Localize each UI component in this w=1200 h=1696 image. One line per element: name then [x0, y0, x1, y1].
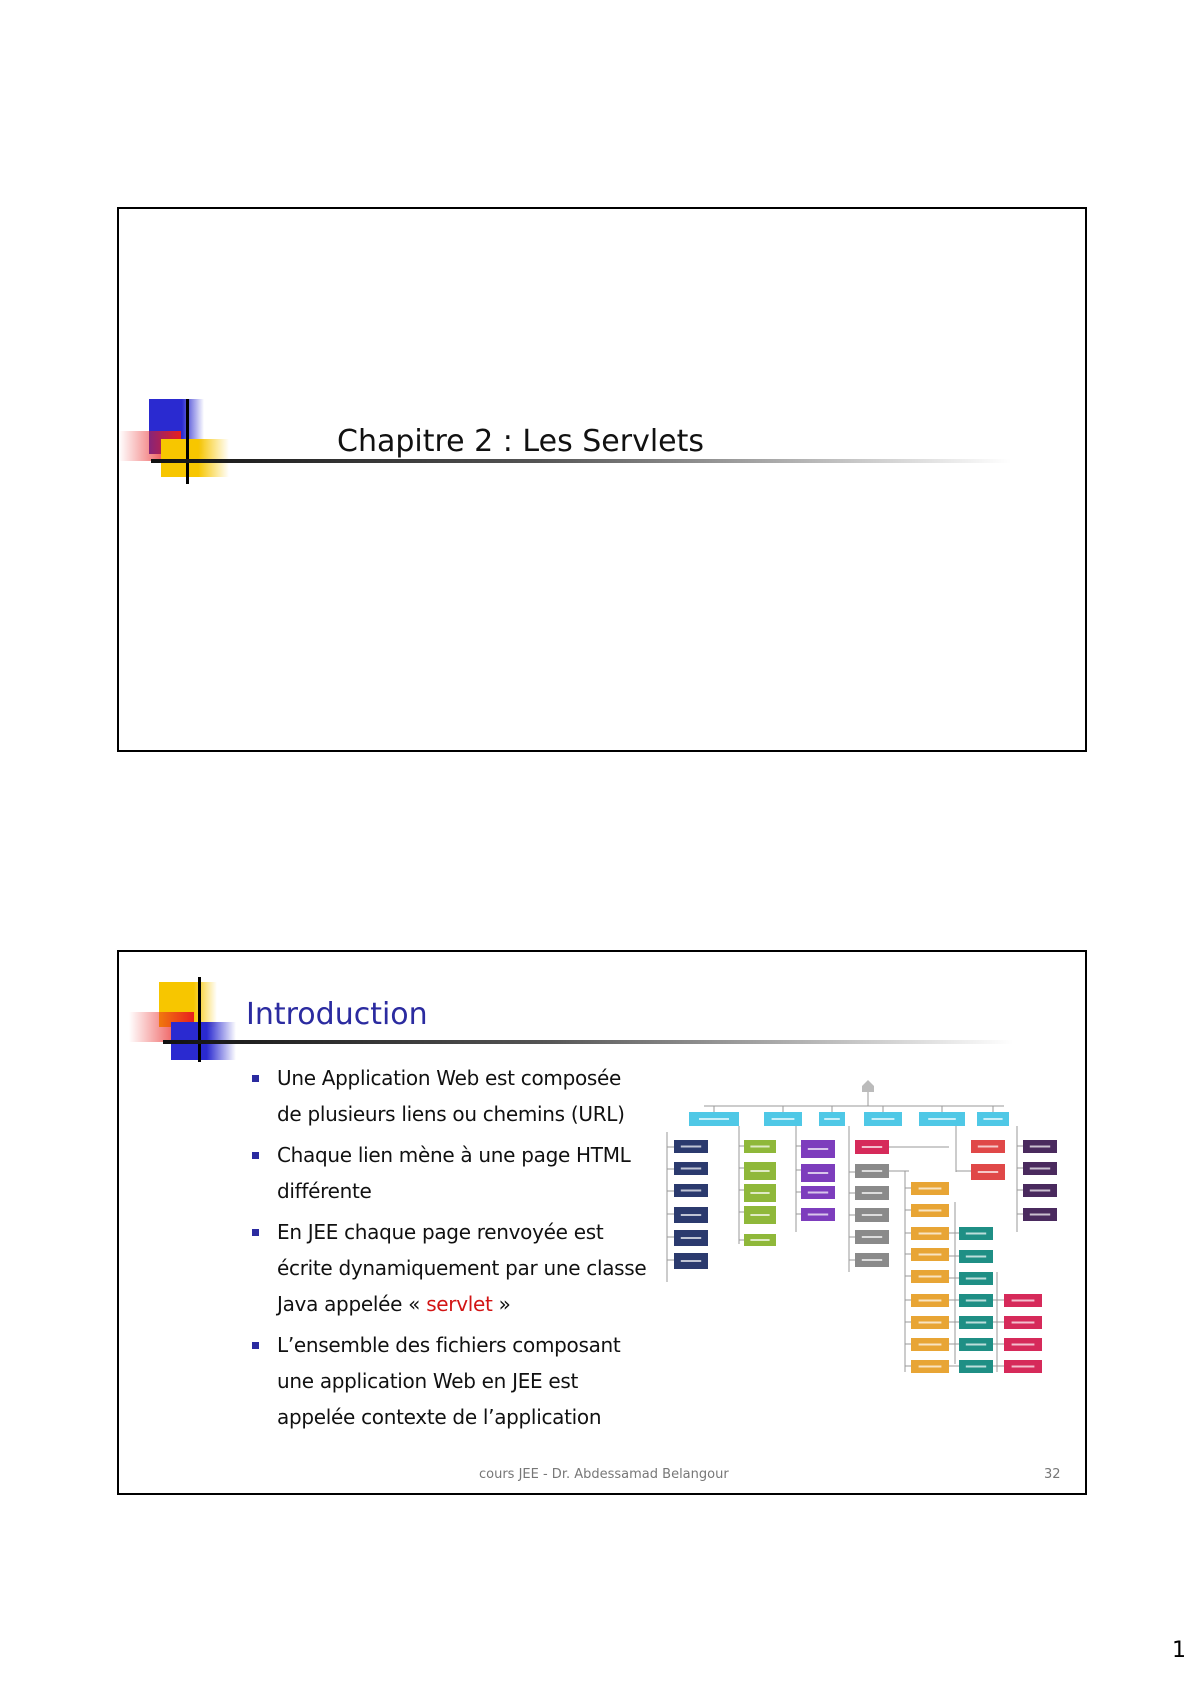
sitemap-node-text-mark [1012, 1344, 1035, 1346]
sitemap-node-text-mark [862, 1192, 882, 1194]
sitemap-node-text-mark [919, 1300, 942, 1302]
page-number: 1 [1172, 1638, 1186, 1663]
bullet-square-icon [252, 1075, 259, 1082]
sitemap-node-text-mark [919, 1344, 942, 1346]
sitemap-node-text-mark [978, 1146, 998, 1148]
bullet-item: Chaque lien mène à une page HTML différente [249, 1137, 649, 1209]
slide-footer: cours JEE - Dr. Abdessamad Belangour [479, 1467, 729, 1482]
sitemap-node-text-mark [966, 1278, 986, 1280]
sitemap-node-text-mark [928, 1118, 956, 1120]
slide-title: Introduction [246, 997, 428, 1032]
sitemap-node-text-mark [1030, 1168, 1050, 1170]
sitemap-node-text-mark [808, 1172, 828, 1174]
sitemap-node-text-mark [750, 1170, 769, 1172]
sitemap-node-text-mark [966, 1322, 986, 1324]
sitemap-node-text-mark [750, 1146, 769, 1148]
sitemap-node-text-mark [681, 1237, 701, 1239]
sitemap-node-text-mark [1030, 1214, 1050, 1216]
bullet-square-icon [252, 1152, 259, 1159]
sitemap-node-text-mark [966, 1344, 986, 1346]
sitemap-node-text-mark [919, 1322, 942, 1324]
sitemap-node-text-mark [772, 1118, 795, 1120]
sitemap-node-text-mark [919, 1366, 942, 1368]
sitemap-node-text-mark [966, 1300, 986, 1302]
sitemap-node-text-mark [862, 1259, 882, 1261]
sitemap-node-text-mark [808, 1192, 828, 1194]
sitemap-node-text-mark [919, 1254, 942, 1256]
slide-title: Chapitre 2 : Les Servlets [337, 424, 705, 459]
sitemap-node-text-mark [681, 1190, 701, 1192]
sitemap-node-text-mark [872, 1118, 895, 1120]
sitemap-node-text-mark [750, 1192, 769, 1194]
sitemap-node-text-mark [978, 1171, 998, 1173]
sitemap-node-text-mark [919, 1276, 942, 1278]
sitemap-node-text-mark [808, 1214, 828, 1216]
deco-yellow-square [161, 439, 229, 477]
sitemap-diagram [659, 1072, 1069, 1402]
sitemap-node-text-mark [1012, 1322, 1035, 1324]
title-underline [163, 1040, 1013, 1044]
sitemap-node-text-mark [750, 1214, 769, 1216]
sitemap-node-text-mark [966, 1233, 986, 1235]
sitemap-node-text-mark [966, 1256, 986, 1258]
sitemap-node-text-mark [808, 1148, 828, 1150]
sitemap-node-text-mark [681, 1146, 701, 1148]
sitemap-node-text-mark [1012, 1300, 1035, 1302]
sitemap-node-text-mark [862, 1214, 882, 1216]
slide-number: 32 [1044, 1467, 1061, 1482]
sitemap-node-text-mark [1030, 1146, 1050, 1148]
sitemap-node-text-mark [1030, 1190, 1050, 1192]
sitemap-node-text-mark [862, 1236, 882, 1238]
deco-vertical-line [186, 399, 189, 484]
bullet-item: L’ensemble des fichiers composant une application Web en JEE est appelée contexte de l’application [249, 1327, 649, 1435]
slide-introduction [117, 950, 1087, 1495]
sitemap-node-text-mark [983, 1118, 1002, 1120]
sitemap-node-text-mark [919, 1210, 942, 1212]
sitemap-node-text-mark [699, 1118, 729, 1120]
sitemap-node-text-mark [862, 1146, 882, 1148]
bullet-item: En JEE chaque page renvoyée est écrite dynamiquement par une classe Java appelée « servlet » [249, 1214, 649, 1322]
sitemap-node-text-mark [824, 1118, 840, 1120]
bullet-square-icon [252, 1229, 259, 1236]
bullet-square-icon [252, 1342, 259, 1349]
title-underline [151, 459, 1011, 463]
sitemap-node-text-mark [966, 1366, 986, 1368]
sitemap-node-text-mark [919, 1188, 942, 1190]
bullet-list [249, 1060, 649, 1440]
slide-chapter-title [117, 207, 1087, 752]
sitemap-node-text-mark [1012, 1366, 1035, 1368]
sitemap-node-text-mark [681, 1260, 701, 1262]
servlet-highlight: servlet [426, 1292, 493, 1316]
sitemap-node-text-mark [862, 1170, 882, 1172]
sitemap-node-text-mark [681, 1168, 701, 1170]
deco-vertical-line [198, 977, 201, 1062]
sitemap-node-text-mark [919, 1233, 942, 1235]
sitemap-node-text-mark [681, 1214, 701, 1216]
bullet-item: Une Application Web est composée de plusieurs liens ou chemins (URL) [249, 1060, 649, 1132]
home-icon [862, 1080, 874, 1092]
sitemap-node-text-mark [750, 1239, 769, 1241]
